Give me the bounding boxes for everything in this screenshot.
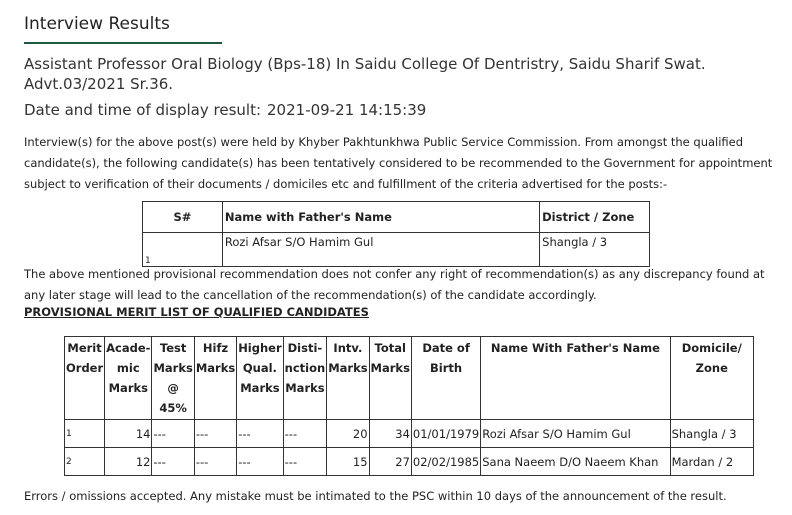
col-header-merit: Merit Order [65, 337, 105, 420]
merit-header-row [65, 337, 754, 420]
cell-hifz: --- [194, 448, 236, 476]
col-header-name: Name with Father's Name [222, 202, 539, 233]
cell-total: 27 [369, 448, 411, 476]
post-title: Assistant Professor Oral Biology (Bps-18) In Saidu College Of Dentristry, Saidu Sharif Swat. Advt.03/2021 Sr.36. [24, 55, 706, 93]
note-text: The above mentioned provisional recommendation does not confer any right of recommendation(s) as any discrepancy found at any later stage will lead to the cancellation of the recommendation(s) of the candidate accordingly. [24, 267, 765, 302]
display-label: Date and time of display result: [24, 101, 262, 119]
cell-test: --- [152, 420, 194, 448]
col-header-sno: S# [143, 202, 223, 233]
col-header-hifz: Hifz Marks [194, 337, 236, 420]
cell-distinction: --- [283, 448, 327, 476]
cell-higher: --- [237, 420, 283, 448]
cell-higher: --- [237, 448, 283, 476]
col-header-interview: Intv. Marks [327, 337, 369, 420]
cell-academic: 12 [105, 448, 152, 476]
merit-list-heading: PROVISIONAL MERIT LIST OF QUALIFIED CANDIDATES [24, 305, 369, 319]
table-row [65, 448, 754, 476]
col-header-higher: Higher Qual. Marks [237, 337, 283, 420]
merit-table [64, 336, 754, 476]
cell-name: Rozi Afsar S/O Hamim Gul [222, 233, 539, 267]
cell-sno: 1 [143, 233, 223, 267]
col-header-academic: Acade-mic Marks [105, 337, 152, 420]
col-header-test: Test Marks @ 45% [152, 337, 194, 420]
table-row [65, 420, 754, 448]
col-header-distinction: Disti-nction Marks [283, 337, 327, 420]
cell-test: --- [152, 448, 194, 476]
cell-domicile: Shangla / 3 [670, 420, 753, 448]
title-underline [24, 42, 222, 44]
table-header-row [143, 202, 650, 233]
cell-interview: 15 [327, 448, 369, 476]
section-title: Interview Results [24, 14, 170, 34]
col-header-total: Total Marks [369, 337, 411, 420]
cell-domicile: Mardan / 2 [670, 448, 753, 476]
cell-name: Sana Naeem D/O Naeem Khan [481, 448, 670, 476]
col-header-name: Name With Father's Name [481, 337, 670, 420]
col-header-dob: Date of Birth [411, 337, 480, 420]
cell-dob: 02/02/1985 [411, 448, 480, 476]
footer-note: Errors / omissions accepted. Any mistake must be intimated to the PSC within 10 days of the announcement of the result. [24, 489, 727, 503]
intro-text: Interview(s) for the above post(s) were held by Khyber Pakhtunkhwa Public Service Commission. From amongst the qualified candidate(s), the following candidate(s) has been tentatively considered to be recommended to the Government for appointment subject to verification of their documents / domiciles etc and fulfillment of the criteria advertised for the posts:- [24, 135, 773, 191]
cell-sno: 2 [65, 448, 105, 476]
table-row [143, 233, 650, 267]
cell-interview: 20 [327, 420, 369, 448]
cell-hifz: --- [194, 420, 236, 448]
cell-academic: 14 [105, 420, 152, 448]
display-value: 2021-09-21 14:15:39 [267, 101, 427, 119]
recommended-table [142, 201, 650, 267]
col-header-district: District / Zone [540, 202, 650, 233]
cell-total: 34 [369, 420, 411, 448]
cell-dob: 01/01/1979 [411, 420, 480, 448]
display-datetime [24, 101, 426, 119]
cell-district: Shangla / 3 [540, 233, 650, 267]
cell-sno: 1 [65, 420, 105, 448]
col-header-domicile: Domicile/ Zone [670, 337, 753, 420]
cell-name: Rozi Afsar S/O Hamim Gul [481, 420, 670, 448]
cell-distinction: --- [283, 420, 327, 448]
